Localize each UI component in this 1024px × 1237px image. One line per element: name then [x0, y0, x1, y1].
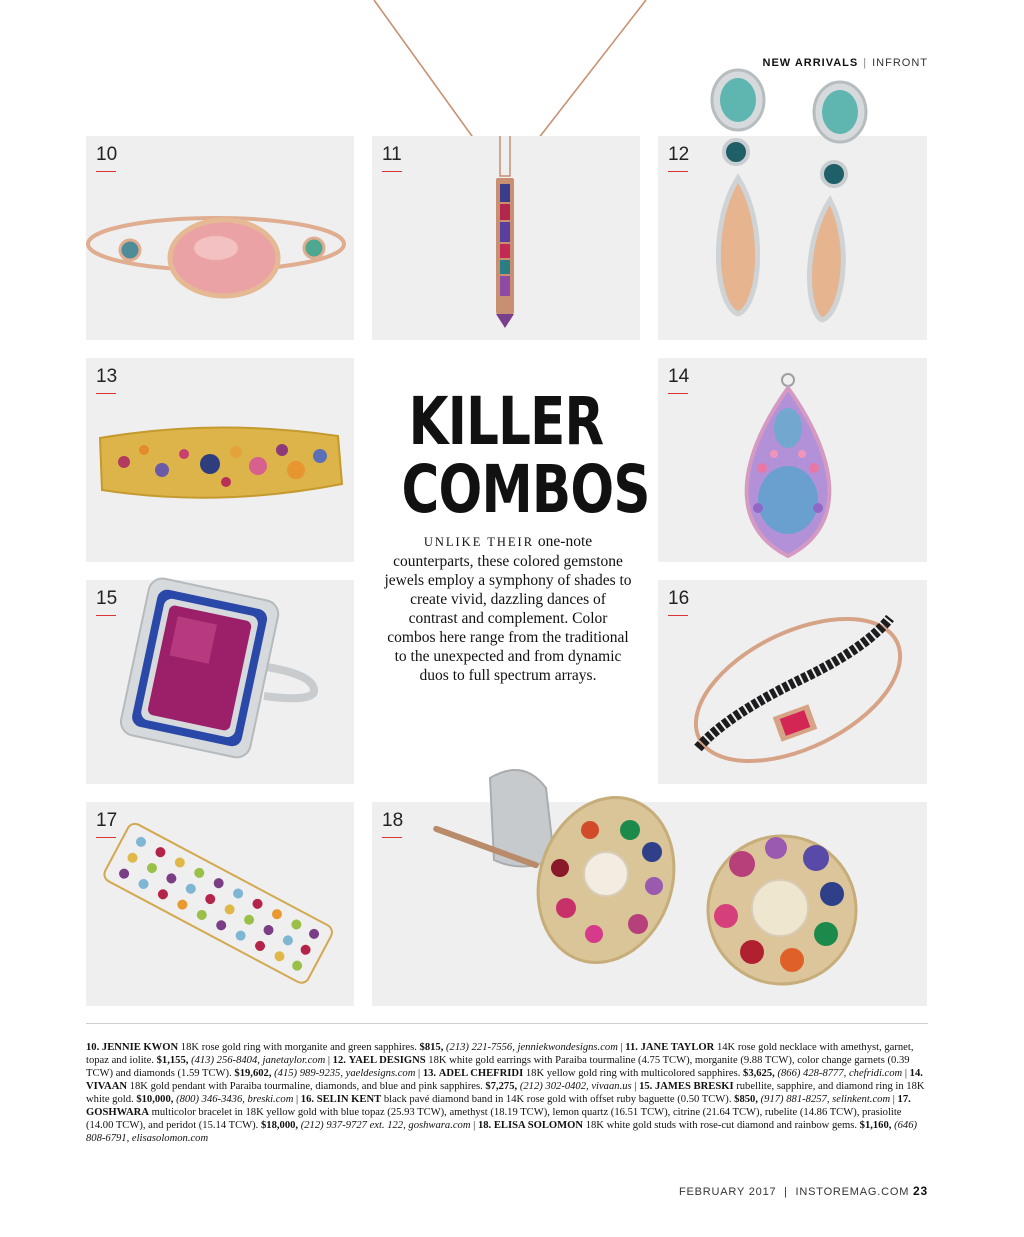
footer-divider: |: [780, 1186, 792, 1198]
paraiba-morganite-drop-earrings-icon: [690, 66, 890, 328]
caption-15: 15. JAMES BRESKI rubellite, sapphire, and diamond ring in 18K white gold. $10,000, (800) 346-3436, breski.com: [86, 1081, 925, 1105]
product-captions: 10. JENNIE KWON 18K rose gold ring with morganite and green sapphires. $815, (213) 221-7556, jenniekwondesigns.com | 11. JANE TAYLOR 14K rose gold necklace with amethyst, garnet, topaz and iolite. $1,155, (413) 256-8404, janetaylor.com | 12. YAEL DESIGNS 18K white gold earrings with Paraiba tourmaline (4.75 TCW), morganite (9.88 TCW), color change garnets (0.39 TCW) and diamonds (1.59 TCW). $19,602, (415) 989-9235, yaeldesigns.com | 13. ADEL CHEFRIDI 18K yellow gold ring with multicolored sapphires. $3,625, (866) 428-8777, chefridi.com | 14. VIVAAN 18K gold pendant with Paraiba tourmaline, diamonds, and blue and pink sapphires. $7,275, (212) 302-0402, vivaan.us | 15. JAMES BRESKI rubellite, sapphire, and diamond ring in 18K white gold. $10,000, (800) 346-3436, breski.com | 16. SELIN KENT black pavé diamond band in 14K rose gold with offset ruby baguette (0.50 TCW). $850, (917) 881-8257, selinkent.com | 17. GOSHWARA multicolor bracelet in 18K yellow gold with blue topaz (25.93 TCW), amethyst (18.19 TCW), lemon quartz (16.51 TCW), citrine (21.64 TCW), rubelite (14.86 TCW), prasiolite (14.00 TCW), and peridot (15.14 TCW). $18,000, (212) 937-9727 ext. 122, goshwara.com | 18. ELISA SOLOMON 18K white gold studs with rose-cut diamond and rainbow gems. $1,160, (646) 808-6791, elisasolomon.com: [86, 1042, 925, 1144]
caption-16: 16. SELIN KENT black pavé diamond band in 14K rose gold with offset ruby baguette (0.50 TCW). $850, (917) 881-8257, selinkent.com: [300, 1094, 891, 1105]
issue-date: FEBRUARY 2017: [678, 1186, 777, 1198]
intro-lead: UNLIKE THEIR: [423, 535, 535, 549]
brand-name: JANE TAYLOR: [640, 1042, 715, 1053]
brand-name: ELISA SOLOMON: [493, 1120, 584, 1131]
site-link[interactable]: INSTOREMAG.COM: [795, 1186, 910, 1198]
caption-13: 13. ADEL CHEFRIDI 18K yellow gold ring with multicolored sapphires. $3,625, (866) 428-8777, chefridi.com: [422, 1068, 903, 1079]
page-footer: [679, 1184, 928, 1198]
rubellite-halo-ring-icon: [120, 570, 320, 766]
bar-pendant-necklace-icon: [372, 136, 640, 340]
item-number: 13: [96, 366, 118, 387]
brand-name: GOSHWARA: [86, 1107, 149, 1118]
title-line-2: COMBOS: [401, 451, 650, 528]
caption-11: 11. JANE TAYLOR 14K rose gold necklace with amethyst, garnet, topaz and iolite. $1,155, (413) 256-8404, janetaylor.com: [86, 1042, 914, 1066]
product-tile-11[interactable]: [372, 136, 640, 340]
brand-name: JAMES BRESKI: [654, 1081, 734, 1092]
brand-name: ADEL CHEFRIDI: [438, 1068, 524, 1079]
product-tile-17[interactable]: [86, 802, 354, 1006]
subsection-name: INFRONT: [872, 57, 928, 69]
item-number: 12: [668, 144, 690, 165]
product-tile-13[interactable]: [86, 358, 354, 562]
intro-paragraph: [384, 532, 632, 685]
page-number: 23: [913, 1184, 928, 1198]
item-number: 18: [382, 810, 404, 831]
header-divider: |: [863, 57, 868, 69]
intro-body: one-note counterparts, these colored gemstone jewels employ a symphony of shades to create vivid, dazzling dances of contrast and complement. Color combos here range from the traditional to the unexpected and from dynamic duos to full spectrum arrays.: [384, 533, 632, 684]
brand-name: VIVAAN: [86, 1081, 128, 1092]
rose-gold-morganite-ring-icon: [86, 136, 354, 340]
caption-10: 10. JENNIE KWON 18K rose gold ring with morganite and green sapphires. $815, (213) 221-7556, jenniekwondesigns.com: [86, 1042, 618, 1053]
item-number: 11: [382, 144, 402, 165]
caption-17: 17. GOSHWARA multicolor bracelet in 18K yellow gold with blue topaz (25.93 TCW), amethyst (18.19 TCW), lemon quartz (16.51 TCW), citrine (21.64 TCW), rubelite (14.86 TCW), prasiolite (14.00 TCW), and peridot (15.14 TCW). $18,000, (212) 937-9727 ext. 122, goshwara.com: [86, 1094, 911, 1131]
brand-name: JENNIE KWON: [101, 1042, 179, 1053]
item-number: 10: [96, 144, 118, 165]
item-number: 15: [96, 588, 118, 609]
multicolor-gem-gold-band-icon: [86, 358, 354, 562]
caption-divider: [86, 1023, 928, 1024]
brand-name: YAEL DESIGNS: [348, 1055, 426, 1066]
item-number: 17: [96, 810, 118, 831]
product-tile-14[interactable]: [658, 358, 927, 562]
caption-14: 14. VIVAAN 18K gold pendant with Paraiba tourmaline, diamonds, and blue and pink sapphires. $7,275, (212) 302-0402, vivaan.us: [86, 1068, 923, 1092]
section-name: NEW ARRIVALS: [762, 57, 859, 69]
page-title: [401, 383, 650, 528]
pear-shaped-gem-pendant-icon: [658, 358, 927, 562]
title-line-1: KILLER: [408, 383, 604, 460]
item-number: 16: [668, 588, 690, 609]
item-number: 14: [668, 366, 690, 387]
brand-name: SELIN KENT: [316, 1094, 382, 1105]
product-tile-10[interactable]: [86, 136, 354, 340]
caption-12: 12. YAEL DESIGNS 18K white gold earrings with Paraiba tourmaline (4.75 TCW), morganite (9.88 TCW), color change garnets (0.39 TCW) and diamonds (1.59 TCW). $19,602, (415) 989-9235, yaeldesigns.com: [86, 1055, 910, 1079]
multicolor-cabochon-bracelet-icon: [86, 802, 354, 1006]
rainbow-gem-stud-earrings-icon: [420, 748, 920, 1004]
caption-18: 18. ELISA SOLOMON 18K white gold studs with rose-cut diamond and rainbow gems. $1,160, (646) 808-6791, elisasolomon.com: [86, 1120, 918, 1144]
